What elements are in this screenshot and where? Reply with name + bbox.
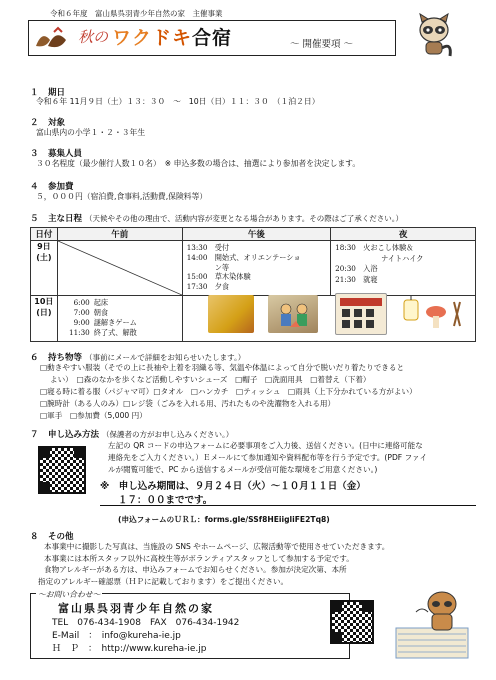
organizer-line: 令和６年度 富山県呉羽青少年自然の家 主催事業 (50, 9, 223, 18)
section-2-heading: ２ 対象 (30, 118, 66, 128)
application-qr-code[interactable] (38, 446, 86, 494)
deadline-line-2: １７：００までです。 (118, 495, 213, 506)
section-6-note: （事前にメールで詳細をお知らせいたします。） (84, 353, 246, 362)
section-3-body: ３０名程度（最少催行人数１０名） ※ 申込多数の場合は、抽選により参加者を決定します。 (36, 159, 361, 168)
event-title (112, 23, 232, 50)
title-prefix: 秋の (78, 28, 109, 46)
chestnut-illustration (32, 26, 70, 52)
day2-am-cell: 6:00 7:00 9:00 11:30 起床 朝食 謎解きゲーム 終了式、解散 (57, 296, 182, 342)
day1-pm-cell: 13:30 14:00 15:00 17:30 受付 開始式、オリエンテーショ ン等 草木染体験 夕食 (182, 241, 330, 296)
day2-date-cell: 10日 (日) (31, 296, 58, 342)
col-am: 午前 (57, 228, 182, 241)
homepage-qr-code[interactable] (330, 600, 374, 644)
raccoon-mascot (412, 12, 456, 58)
belongings-line: □軍手 □参加費（5,000 円） (40, 411, 147, 420)
fire-making-illustration (268, 295, 318, 333)
section-6-heading: ６ 持ち物等 （事前にメールで詳細をお知らせいたします。） (30, 353, 246, 363)
belongings-line: □腕時計（ある人のみ）□レジ袋（ごみを入れる用、汚れたものや洗濯物を入れる用） (40, 399, 336, 408)
section-7-note: （保護者の方がお申し込みください。） (101, 430, 234, 439)
contact-label: ～お問い合わせ～ (38, 590, 101, 599)
mystery-game-board (335, 293, 387, 335)
application-instructions: 左記の QR コードの申込フォームに必要事項をご入力後、送信ください。(日中に連絡可能な 連絡先をご入力ください。）Ｅメールにて参加通知や資料配布等を行う予定です。(PDF ファイ ルが閲覧可能で、PC から送信するメールが受信可能な環境をご用意ください。) (108, 441, 428, 474)
deadline-line-1: ※ 申し込み期間は、９月２４日（火）～１０月１１日（金） (100, 481, 366, 492)
day1-date-cell: 9日 (土) (31, 241, 58, 296)
section-4-heading: ４ 参加費 (30, 182, 74, 192)
title-part-gasshuku: 合宿 (192, 27, 233, 49)
belongings-line: よい） □森のなかを歩くなど活動しやすいシューズ □帽子 □洗面用具 □着替え（下着） (50, 375, 371, 384)
col-night: 夜 (331, 228, 476, 241)
raccoon-reading-illustration (392, 582, 478, 664)
col-pm: 午後 (182, 228, 330, 241)
contact-email[interactable]: E-Mail ： info@kureha-ie.jp (52, 631, 181, 641)
col-date: 日付 (31, 228, 58, 241)
deadline-underline (100, 476, 476, 506)
contact-homepage[interactable]: Ｈ Ｐ ： http://www.kureha-ie.jp (52, 644, 207, 654)
section-8-heading: ８ その他 (30, 532, 74, 542)
day1-am-cell (57, 241, 182, 296)
contact-org-name: 富山県呉羽青少年自然の家 (58, 602, 214, 615)
other-notes: 本事業中に撮影した写真は、当施設の SNS やホームページ、広報活動等で使用させていただきます。 本事業には本所スタッフ以外に高校生等がボランティアスタッフとして参加する予定です。 食物アレルギーがある方は、申込みフォームでお知らせください。参加が決定次第、本所 指定のアレルギー確認票（ＨＰに記載しております）をご提出ください。 (38, 542, 390, 586)
section-5-heading: ５ 主な日程 （天候やその他の理由で、活動内容が変更となる場合があります。その際はご了承ください。） (30, 214, 403, 224)
section-3-heading: ３ 募集人員 (30, 149, 83, 159)
belongings-line: □動きやすい服装（そでの上に長袖や上着を羽織る等、気温や体温によって自分で脱いだり着たりできると (40, 363, 405, 372)
belongings-list (40, 362, 480, 422)
section-5-note: （天候やその他の理由で、活動内容が変更となる場合があります。その際はご了承ください。） (84, 214, 403, 223)
contact-tel-fax: TEL 076-434-1908 FAX 076-434-1942 (52, 618, 240, 628)
title-part-waku: ワク (112, 27, 153, 49)
application-form-url[interactable]: (申込フォームのＵＲＬ：forms.gle/SSf8HEiigliFE2Tq8) (118, 515, 330, 524)
belongings-line: □寝る時に着る服（パジャマ可）□タオル □ハンカチ □ティッシュ □雨具（上下分かれている方がよい） (40, 387, 417, 396)
day1-night-cell: 18:30 20:30 21:30 火おこし体験＆ ナイトハイク 入浴 就寝 (331, 241, 476, 296)
section-4-body: ５，０００円（宿泊費,食事料,活動費,保険料等） (36, 192, 208, 201)
section-2-body: 富山県内の小学１・２・３年生 (36, 128, 146, 137)
dyed-cloth-photo (208, 295, 254, 333)
subtitle: ～ 開催要項 ～ (290, 39, 354, 50)
lantern-mushroom-illustration (398, 292, 468, 334)
title-part-doki: ドキ (152, 27, 193, 49)
section-7-heading: ７ 申し込み方法 （保護者の方がお申し込みください。） (30, 430, 234, 440)
section-1-body: 令和６年 11月９日（土）１３：３０ ～ 10日（日）１１：３０ （１泊２日） (36, 97, 320, 106)
section-1-heading: １ 期日 (30, 88, 66, 98)
